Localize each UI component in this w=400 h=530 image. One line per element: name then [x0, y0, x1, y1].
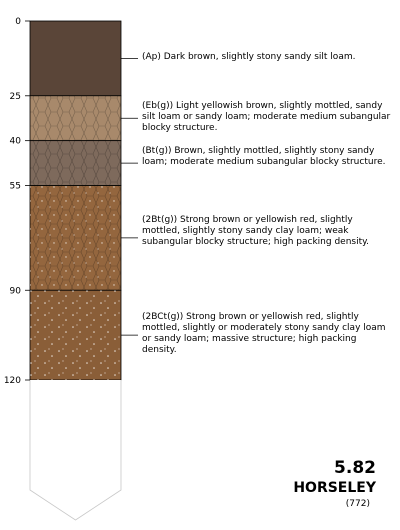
horizon-description-5: (2BCt(g)) Strong brown or yellowish red, slightly mottled, slightly or moderately stony sandy clay loam or sandy loam; massive structure; high packing density. — [142, 312, 386, 356]
depth-tick-label: 0 — [15, 17, 21, 27]
soil-series-name: HORSELEY — [293, 480, 376, 496]
depth-tick-label: 55 — [9, 181, 21, 192]
depth-tick-label: 120 — [3, 376, 21, 386]
horizon-description-4: (2Bt(g)) Strong brown or yellowish red, slightly mottled, slightly stony sandy clay loam; weak subangular blocky structure; high packing density. — [142, 214, 370, 247]
horizon-description-1: (Ap) Dark brown, slightly stony sandy silt loam. — [142, 51, 356, 62]
soil-series-code: 5.82 — [334, 458, 376, 478]
depth-tick-label: 25 — [9, 91, 21, 102]
horizon-2-texture — [30, 96, 121, 141]
horizon-5-texture — [30, 290, 121, 380]
horizon-4-texture — [30, 186, 121, 291]
profile-lower-outline — [30, 380, 121, 520]
horizon-1 — [30, 21, 121, 96]
soil-series-number: (772) — [345, 499, 370, 509]
horizon-description-2: (Eb(g)) Light yellowish brown, slightly mottled, sandy silt loam or sandy loam; moderate medium subangular blocky structure. — [142, 100, 391, 133]
depth-tick-label: 90 — [9, 286, 21, 297]
depth-tick-label: 40 — [9, 136, 21, 147]
horizon-3-texture — [30, 141, 121, 186]
horizon-description-3: (Bt(g)) Brown, slightly mottled, slightly stony sandy loam; moderate medium subangular blocky structure. — [142, 145, 386, 167]
